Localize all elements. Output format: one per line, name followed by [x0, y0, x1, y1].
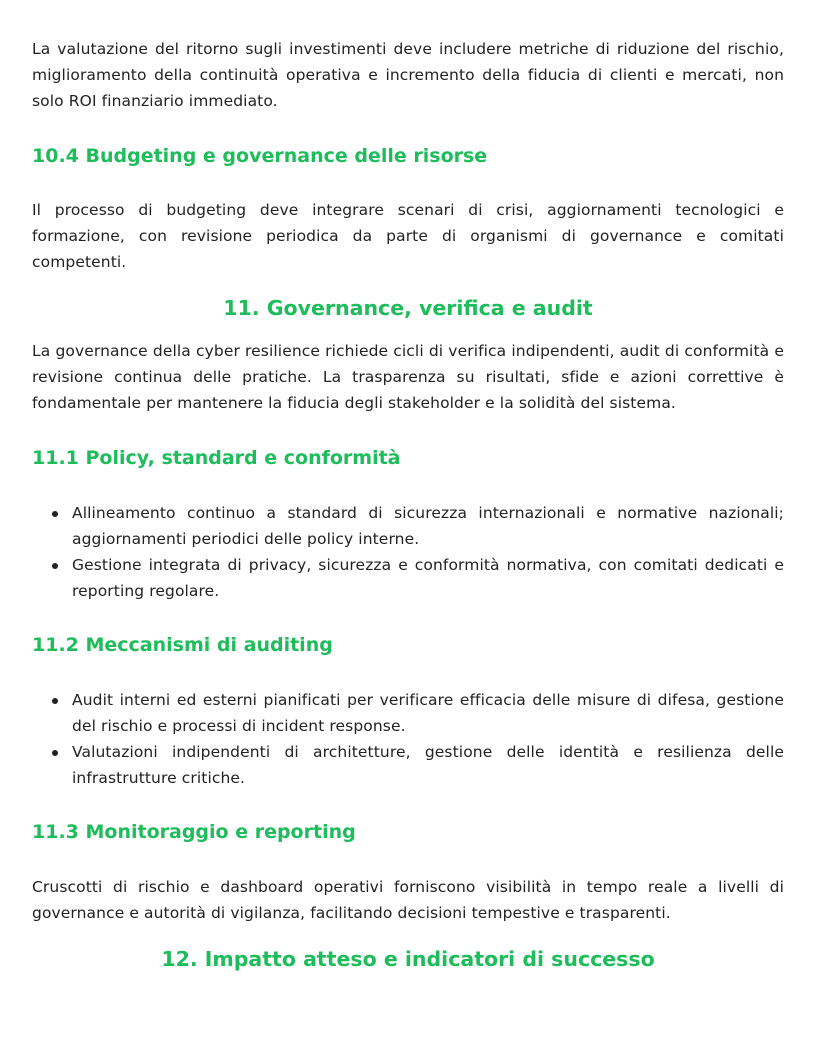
intro-paragraph: La valutazione del ritorno sugli investimenti deve includere metriche di riduzione del rischio, miglioramento della continuità operativa e incremento della fiducia di clienti e mercati, non solo ROI finanziario immediato.	[32, 40, 784, 110]
bullet-icon	[52, 750, 58, 756]
list-item-text: Allineamento continuo a standard di sicurezza internazionali e normative nazionali; aggiornamenti periodici delle policy interne.	[72, 504, 784, 548]
paragraph-10-4: Il processo di budgeting deve integrare scenari di crisi, aggiornamenti tecnologici e formazione, con revisione periodica da parte di organismi di governance e comitati competenti.	[32, 201, 784, 271]
list-item	[72, 500, 784, 552]
bullet-icon	[52, 511, 58, 517]
list-item	[72, 687, 784, 739]
list-item-text: Gestione integrata di privacy, sicurezza e conformità normativa, con comitati dedicati e reporting regolare.	[72, 556, 784, 600]
heading-11-3: 11.3 Monitoraggio e reporting	[32, 821, 356, 843]
list-11-1	[32, 500, 784, 604]
list-11-2	[32, 687, 784, 791]
heading-11-1: 11.1 Policy, standard e conformità	[32, 447, 401, 469]
list-item	[72, 739, 784, 791]
list-item	[72, 552, 784, 604]
heading-11: 11. Governance, verifica e audit	[223, 296, 593, 320]
heading-10-4: 10.4 Budgeting e governance delle risorse	[32, 145, 488, 167]
heading-12: 12. Impatto atteso e indicatori di successo	[161, 947, 655, 971]
paragraph-11-3: Cruscotti di rischio e dashboard operativi forniscono visibilità in tempo reale a livelli di governance e autorità di vigilanza, facilitando decisioni tempestive e trasparenti.	[32, 878, 784, 922]
bullet-icon	[52, 698, 58, 704]
paragraph-11: La governance della cyber resilience richiede cicli di verifica indipendenti, audit di conformità e revisione continua delle pratiche. La trasparenza su risultati, sfide e azioni correttive è fondamentale per mantenere la fiducia degli stakeholder e la solidità del sistema.	[32, 342, 784, 412]
list-item-text: Valutazioni indipendenti di architetture, gestione delle identità e resilienza delle infrastrutture critiche.	[72, 743, 784, 787]
list-item-text: Audit interni ed esterni pianificati per verificare efficacia delle misure di difesa, gestione del rischio e processi di incident response.	[72, 691, 784, 735]
document-page	[32, 36, 784, 973]
heading-11-2: 11.2 Meccanismi di auditing	[32, 634, 333, 656]
bullet-icon	[52, 563, 58, 569]
